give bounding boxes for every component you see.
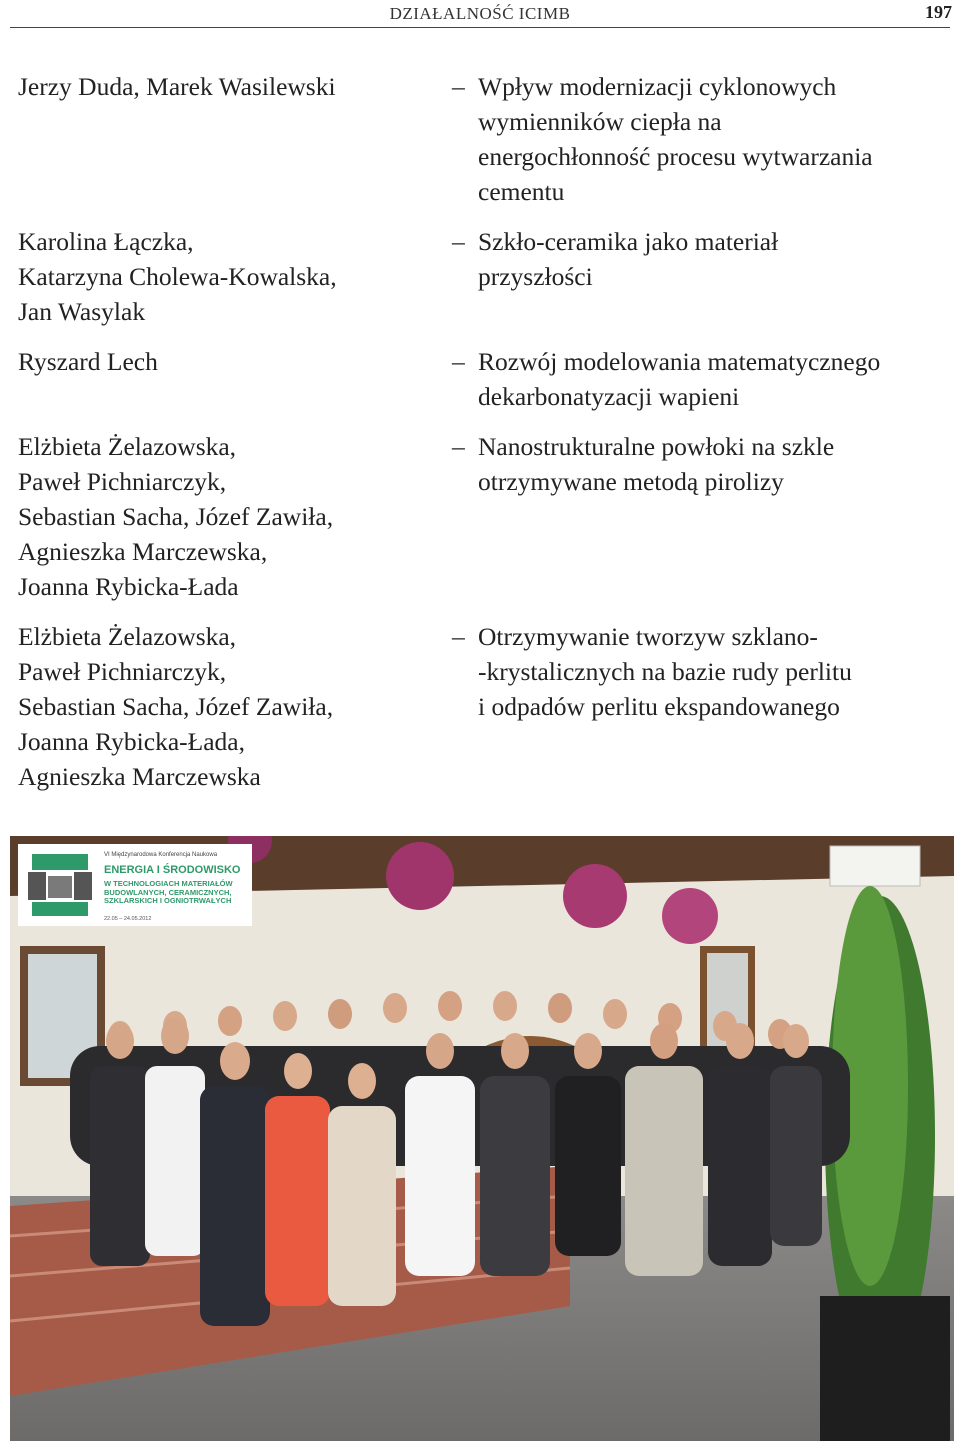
author-line: Elżbieta Żelazowska, bbox=[18, 432, 237, 461]
author-line: Jerzy Duda, Marek Wasilewski bbox=[18, 72, 336, 101]
author-line: Paweł Pichniarczyk, bbox=[18, 467, 227, 496]
running-header bbox=[0, 0, 960, 28]
banner-conference-subtitle: W TECHNOLOGIACH MATERIAŁÓW BUDOWLANYCH, CERAMICZNYCH, SZKLARSKICH I OGNIOTRWAŁYCH bbox=[104, 879, 233, 906]
author-line: Sebastian Sacha, Józef Zawiła, bbox=[18, 692, 334, 721]
talk-line: Nanostrukturalne powłoki na szkle bbox=[478, 432, 835, 461]
talk-line: przyszłości bbox=[478, 262, 593, 291]
author-line: Joanna Rybicka-Łada bbox=[18, 572, 239, 601]
list-dash: – bbox=[452, 622, 465, 651]
talk-line: energochłonność procesu wytwarzania bbox=[478, 142, 873, 171]
banner-conference-dates: 22.05 – 24.05.2012 bbox=[104, 916, 152, 922]
conference-logo-icon bbox=[26, 850, 94, 920]
author-line: Sebastian Sacha, Józef Zawiła, bbox=[18, 502, 334, 531]
talk-line: -krystalicznych na bazie rudy perlitu bbox=[478, 657, 852, 686]
authors-entry-2 bbox=[18, 224, 438, 329]
talk-title-1 bbox=[452, 69, 952, 209]
conference-banner bbox=[18, 844, 252, 926]
running-title: DZIAŁALNOŚĆ ICIMB bbox=[389, 4, 571, 23]
talk-line: Wpływ modernizacji cyklonowych bbox=[478, 72, 837, 101]
author-line: Agnieszka Marczewska, bbox=[18, 537, 268, 566]
talk-line: Rozwój modelowania matematycznego bbox=[478, 347, 881, 376]
talk-line: otrzymywane metodą pirolizy bbox=[478, 467, 784, 496]
author-line: Elżbieta Żelazowska, bbox=[18, 622, 237, 651]
banner-conference-title: ENERGIA I ŚRODOWISKO bbox=[104, 864, 241, 876]
authors-entry-4 bbox=[18, 429, 438, 604]
author-line: Agnieszka Marczewska bbox=[18, 762, 261, 791]
author-line: Ryszard Lech bbox=[18, 347, 158, 376]
talk-title-2 bbox=[452, 224, 952, 294]
authors-entry-3 bbox=[18, 344, 438, 379]
banner-conference-line: VI Międzynarodowa Konferencja Naukowa bbox=[104, 852, 218, 858]
talk-title-4 bbox=[452, 429, 952, 499]
author-line: Paweł Pichniarczyk, bbox=[18, 657, 227, 686]
talk-line: cementu bbox=[478, 177, 565, 206]
author-line: Jan Wasylak bbox=[18, 297, 146, 326]
author-line: Joanna Rybicka-Łada, bbox=[18, 727, 245, 756]
talk-line: Otrzymywanie tworzyw szklano- bbox=[478, 622, 818, 651]
author-line: Karolina Łączka, bbox=[18, 227, 194, 256]
author-line: Katarzyna Cholewa-Kowalska, bbox=[18, 262, 337, 291]
list-dash: – bbox=[452, 347, 465, 376]
list-dash: – bbox=[452, 432, 465, 461]
talk-title-5 bbox=[452, 619, 952, 724]
list-dash: – bbox=[452, 72, 465, 101]
talk-title-3 bbox=[452, 344, 952, 414]
list-dash: – bbox=[452, 227, 465, 256]
header-rule bbox=[10, 27, 950, 28]
talk-line: wymienników ciepła na bbox=[478, 107, 722, 136]
page-number: 197 bbox=[925, 2, 952, 22]
talk-line: Szkło-ceramika jako materiał bbox=[478, 227, 779, 256]
authors-entry-1 bbox=[18, 69, 438, 104]
talk-line: dekarbonatyzacji wapieni bbox=[478, 382, 740, 411]
authors-entry-5 bbox=[18, 619, 438, 794]
group-photo bbox=[10, 836, 954, 1441]
group-photo-illustration bbox=[10, 836, 954, 1441]
talk-line: i odpadów perlitu ekspandowanego bbox=[478, 692, 840, 721]
